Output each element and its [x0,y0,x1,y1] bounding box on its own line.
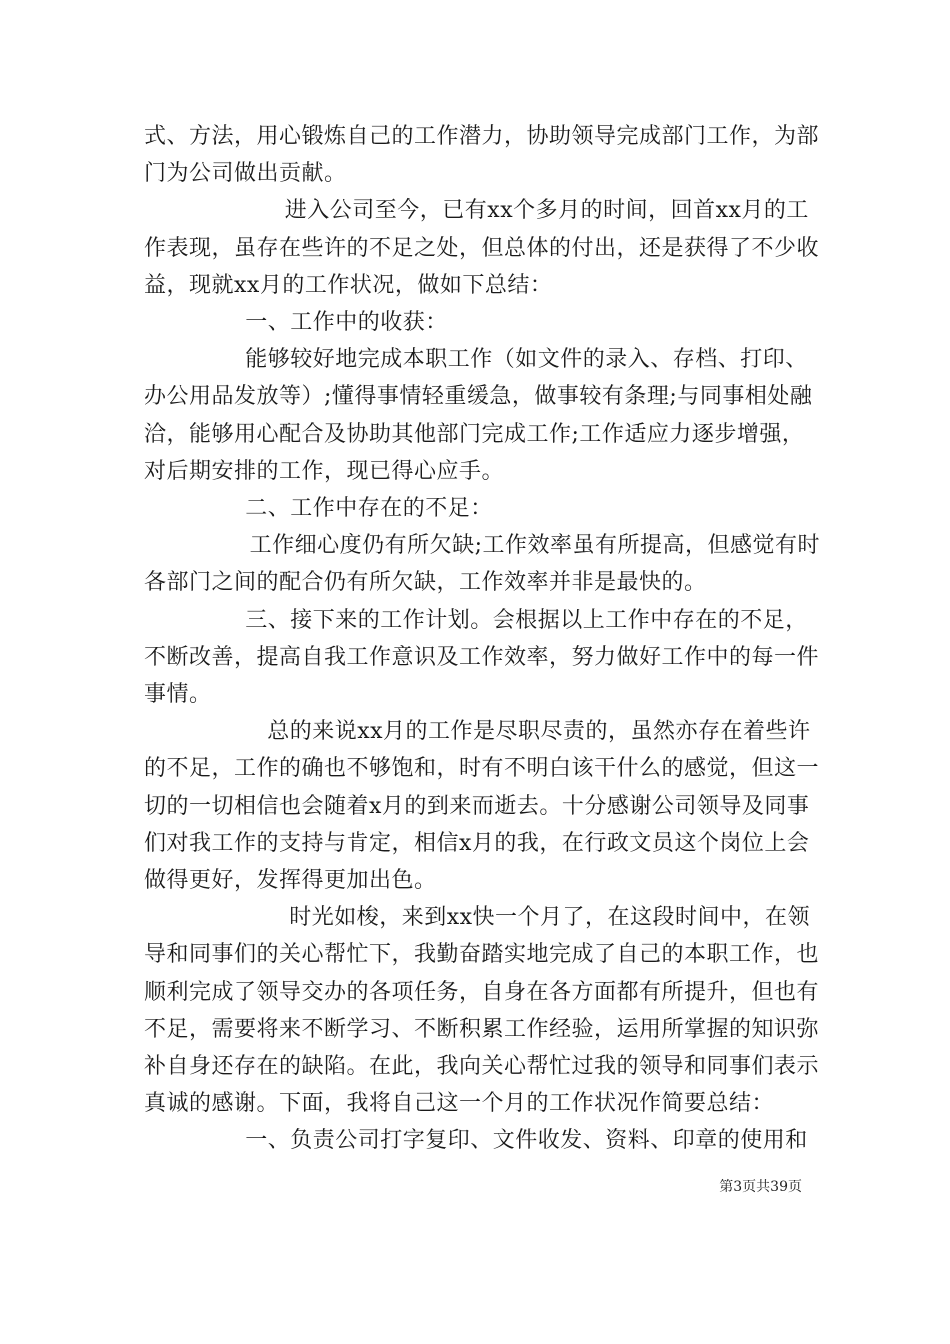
paragraph-second-intro: 时光如梭，来到xx快一个月了，在这段时间中，在领导和同事们的关心帮忙下，我勤奋踏实地完成了自己的本职工作，也顺利完成了领导交办的各项任务，自身在各方面都有所提升，但也有不足，需要将来不断学习、不断积累工作经验，运用所掌握的知识弥补自身还存在的缺陷。在此，我向关心帮忙过我的领导和同事们表示真诚的感谢。下面，我将自己这一个月的工作状况作简要总结： [144,905,820,1117]
document-body [144,118,824,1160]
paragraph-plan: 三、接下来的工作计划。会根据以上工作中存在的不足，不断改善，提高自我工作意识及工作效率，努力做好工作中的每一件事情。 [144,607,820,708]
paragraph-shortcomings: 工作细心度仍有所欠缺;工作效率虽有所提高，但感觉有时各部门之间的配合仍有所欠缺，工作效率并非是最快的。 [144,533,821,596]
paragraph-intro: 进入公司至今，已有xx个多月的时间，回首xx月的工作表现，虽存在些许的不足之处，但总体的付出，还是获得了不少收益，现就xx月的工作状况，做如下总结： [144,198,820,298]
paragraph-duties: 一、负责公司打字复印、文件收发、资料、印章的使用和 [245,1128,808,1154]
page-number-footer: 第3页共39页 [719,1179,802,1195]
paragraph-gains: 能够较好地完成本职工作（如文件的录入、存档、打印、办公用品发放等）;懂得事情轻重缓急，做事较有条理;与同事相处融洽，能够用心配合及协助其他部门完成工作;工作适应力逐步增强，对后期安排的工作，现已得心应手。 [144,347,813,484]
section-heading-gains: 一、工作中的收获： [245,310,448,336]
section-heading-shortcomings: 二、工作中存在的不足： [245,496,493,522]
paragraph-summary: 总的来说xx月的工作是尽职尽责的，虽然亦存在着些许的不足，工作的确也不够饱和，时有不明白该干什么的感觉，但这一切的一切相信也会随着x月的到来而逝去。十分感谢公司领导及同事们对我工作的支持与肯定，相信x月的我，在行政文员这个岗位上会做得更好，发挥得更加出色。 [144,719,820,894]
paragraph-continuation: 式、方法，用心锻炼自己的工作潜力，协助领导完成部门工作，为部门为公司做出贡献。 [144,124,820,187]
